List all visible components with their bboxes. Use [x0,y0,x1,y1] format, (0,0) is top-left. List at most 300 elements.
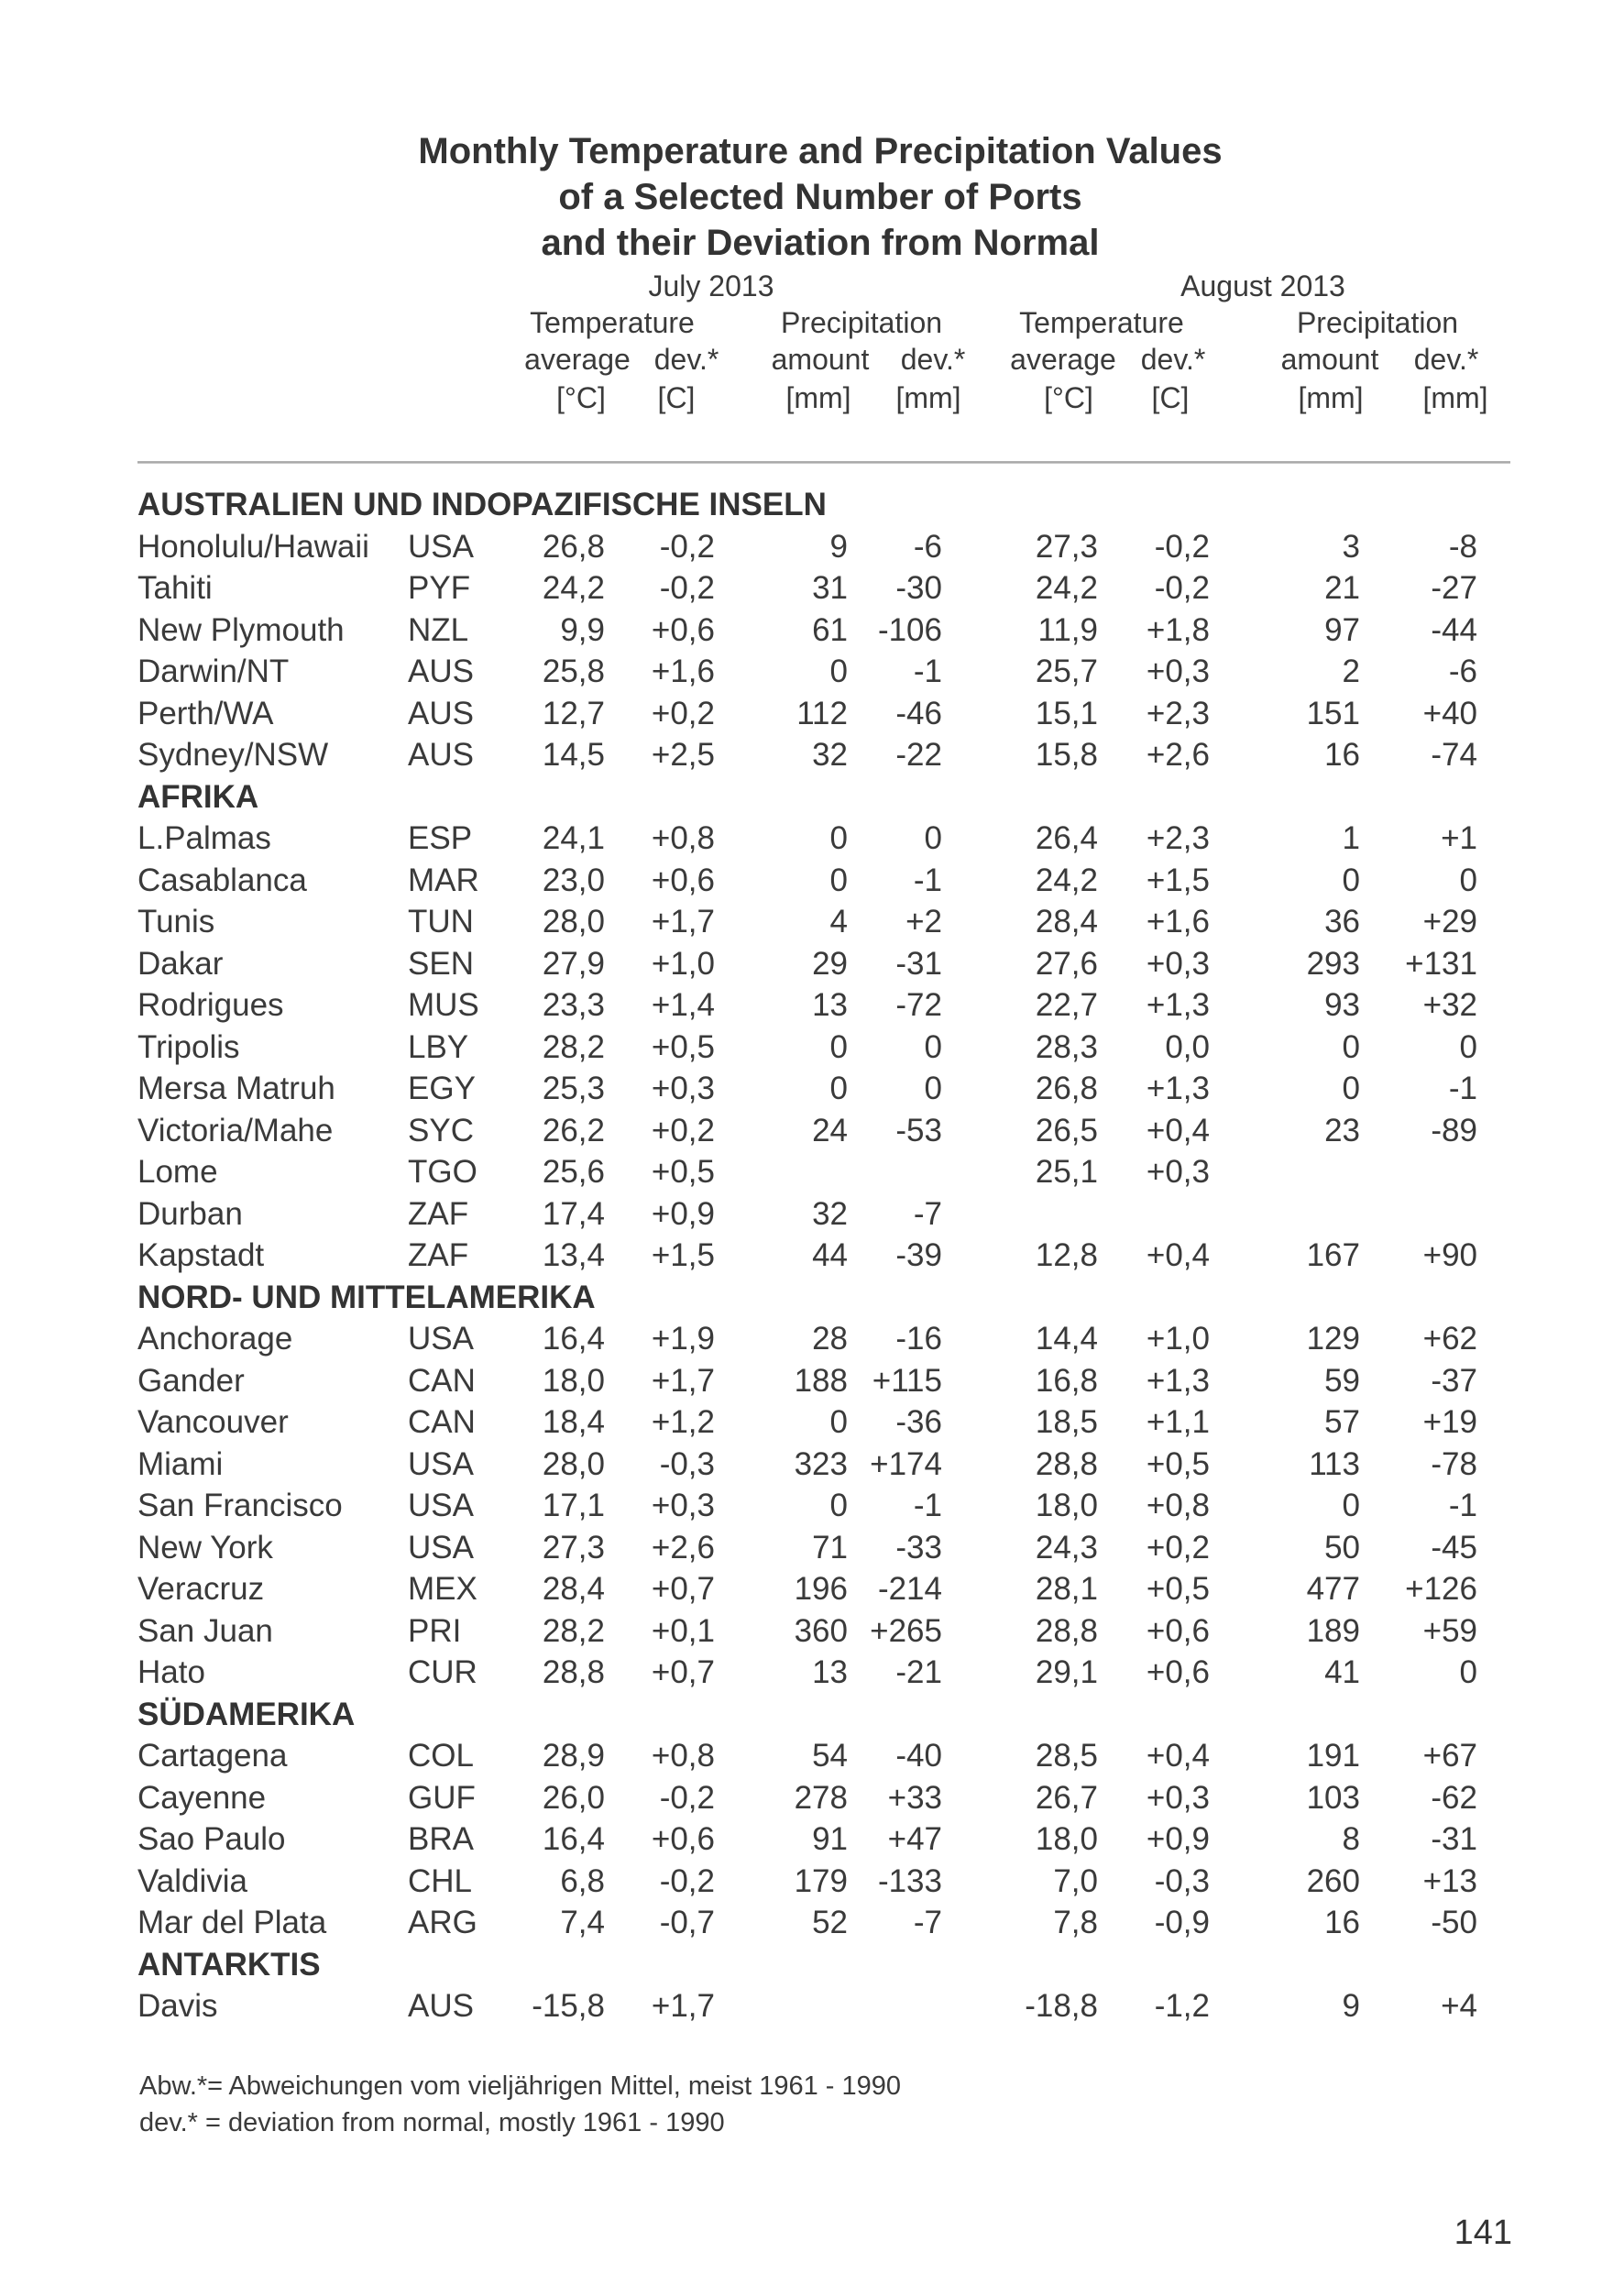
temp-dev-july: -0,2 [659,570,715,606]
temp-avg-august: 28,8 [1035,1612,1098,1649]
precip-amount-july: 0 [829,820,848,856]
section-heading: ANTARKTIS [137,1946,321,1983]
precip-amount-august: 0 [1342,862,1360,898]
precip-dev-july: -46 [895,695,942,731]
country-code: USA [408,1445,474,1482]
header-unit-dev-c-august: [C] [1151,381,1190,414]
temp-dev-august: +2,3 [1146,820,1210,856]
port-name: Cayenne [137,1779,267,1816]
precip-amount-august: 93 [1324,987,1360,1023]
temp-avg-july: 23,3 [542,987,605,1023]
precip-amount-july: 360 [794,1612,848,1649]
precip-dev-august: +1 [1441,820,1477,856]
section-heading: NORD- UND MITTELAMERIKA [137,1279,596,1315]
precip-dev-august: -6 [1448,654,1477,689]
table-row [0,610,1624,652]
precip-dev-july: +115 [872,1362,942,1399]
temp-dev-august: +0,3 [1146,654,1210,689]
temp-avg-august: 27,3 [1035,528,1098,565]
country-code: ZAF [408,1237,469,1273]
temp-avg-august: 28,5 [1035,1738,1098,1774]
temp-avg-july: 27,3 [542,1529,605,1565]
port-name: Mar del Plata [137,1905,327,1940]
table-row [0,567,1624,610]
country-code: MUS [408,987,479,1023]
temp-avg-july: 18,4 [542,1404,605,1440]
temp-dev-july: +0,5 [651,1154,715,1190]
precip-amount-july: 0 [829,862,848,898]
temp-avg-august: 15,8 [1035,737,1098,773]
port-name: Hato [137,1654,205,1690]
header-divider [137,461,1510,464]
temp-dev-july: +0,6 [651,611,715,648]
header-unit-c-july: [°C] [556,381,606,414]
page-number: 141 [1454,2214,1512,2252]
country-code: CAN [408,1362,476,1399]
precip-dev-august: 0 [1459,862,1477,898]
precip-amount-august: 191 [1306,1738,1360,1774]
temp-avg-july: 13,4 [542,1237,605,1273]
precip-dev-july: -31 [895,945,942,982]
precip-dev-july: -1 [913,862,942,898]
temp-dev-august: -0,2 [1154,528,1210,565]
temp-dev-july: +1,7 [651,904,715,939]
port-name: Anchorage [137,1321,293,1357]
header-unit-dev-mm-august: [mm] [1422,381,1488,414]
precip-amount-july: 61 [812,611,848,648]
header-precipitation-july: Precipitation [780,306,943,339]
temp-dev-august: +0,3 [1146,1154,1210,1190]
precip-amount-july: 44 [812,1237,848,1273]
temp-avg-august: 25,7 [1035,654,1098,689]
temp-dev-july: +1,9 [651,1321,715,1357]
country-code: USA [408,528,474,565]
port-name: Veracruz [137,1571,265,1607]
table-row [0,1568,1624,1610]
temp-avg-august: 28,1 [1035,1571,1098,1607]
country-code: MEX [408,1571,477,1607]
precip-dev-august: -45 [1431,1529,1477,1565]
precip-amount-august: 293 [1306,945,1360,982]
temp-dev-july: +1,4 [651,987,715,1023]
precip-dev-august: -44 [1431,611,1477,648]
temp-dev-august: +1,6 [1146,904,1210,939]
precip-dev-august: -27 [1431,570,1477,606]
temp-dev-july: +0,9 [651,1195,715,1232]
precip-amount-august: 167 [1306,1237,1360,1273]
precip-dev-july: -39 [895,1237,942,1273]
temp-avg-july: 7,4 [560,1905,605,1940]
temp-avg-july: 16,4 [542,1821,605,1857]
precip-amount-august: 57 [1324,1404,1360,1440]
port-name: Durban [137,1195,243,1232]
country-code: AUS [408,737,474,773]
precip-amount-july: 196 [794,1571,848,1607]
country-code: USA [408,1321,474,1357]
section-heading: AFRIKA [137,778,259,815]
precip-dev-july: +265 [870,1612,942,1649]
precip-dev-august: +59 [1422,1612,1477,1649]
port-name: L.Palmas [137,820,271,856]
temp-dev-july: +0,1 [651,1612,715,1649]
precip-amount-july: 9 [829,528,848,565]
precip-amount-august: 2 [1342,654,1360,689]
country-code: TGO [408,1154,477,1190]
temp-avg-august: 28,8 [1035,1445,1098,1482]
table-row [0,1110,1624,1152]
precip-dev-july: -53 [895,1112,942,1148]
precip-amount-july: 0 [829,654,848,689]
precip-amount-august: 477 [1306,1571,1360,1607]
table-row [0,1861,1624,1903]
header-dev-temp-july: dev.* [653,343,719,376]
temp-avg-august: 26,8 [1035,1071,1098,1106]
port-name: Victoria/Mahe [137,1112,334,1148]
table-row [0,1735,1624,1777]
page-title [0,128,1624,266]
temp-avg-august: 15,1 [1035,695,1098,731]
precip-amount-august: 189 [1306,1612,1360,1649]
header-amount-july: amount [771,343,870,376]
precip-amount-july: 24 [812,1112,848,1148]
precip-dev-july: +174 [870,1445,942,1482]
temp-dev-august: +1,3 [1146,987,1210,1023]
country-code: SYC [408,1112,474,1148]
temp-avg-august: 14,4 [1035,1321,1098,1357]
precip-amount-july: 112 [796,695,848,731]
precip-dev-august: 0 [1459,1654,1477,1690]
precip-amount-august: 97 [1324,611,1360,648]
precip-amount-august: 0 [1342,1488,1360,1523]
country-code: ARG [408,1905,477,1940]
country-code: SEN [408,945,474,982]
temp-dev-august: +0,5 [1146,1571,1210,1607]
precip-amount-july: 278 [794,1779,848,1816]
temp-avg-july: 25,6 [542,1154,605,1190]
precip-dev-july: -106 [877,611,942,648]
precip-dev-july: -133 [877,1862,942,1899]
section-heading: AUSTRALIEN UND INDOPAZIFISCHE INSELN [137,487,827,522]
header-temperature-august: Temperature [1019,306,1184,339]
precip-dev-august: +131 [1405,945,1477,982]
table-row [0,1527,1624,1569]
table-row [0,1360,1624,1402]
temp-dev-august: +0,4 [1146,1237,1210,1273]
port-name: New York [137,1529,273,1565]
port-name: Valdivia [137,1862,247,1899]
country-code: GUF [408,1779,476,1816]
temp-avg-july: 26,0 [542,1779,605,1816]
precip-dev-august: -1 [1448,1071,1477,1106]
precip-amount-august: 260 [1306,1862,1360,1899]
port-name: Mersa Matruh [137,1071,335,1106]
precip-amount-august: 0 [1342,1071,1360,1106]
temp-avg-july: 16,4 [542,1321,605,1357]
precip-amount-july: 179 [794,1862,848,1899]
table-row [0,1444,1624,1486]
country-code: AUS [408,654,474,689]
precip-dev-july: -22 [895,737,942,773]
temp-dev-august: 0,0 [1165,1028,1210,1065]
country-code: BRA [408,1821,474,1857]
temp-avg-july: 28,0 [542,1445,605,1482]
precip-dev-july: +2 [905,904,942,939]
header-unit-mm-july: [mm] [785,381,851,414]
precip-dev-july: -33 [895,1529,942,1565]
section-row [0,1944,1624,1986]
port-name: Kapstadt [137,1237,265,1273]
temp-avg-august: 22,7 [1035,987,1098,1023]
precip-amount-july: 323 [794,1445,848,1482]
temp-dev-august: +0,8 [1146,1488,1210,1523]
header-unit-dev-mm-july: [mm] [895,381,961,414]
precip-amount-august: 59 [1324,1362,1360,1399]
precip-dev-august: +67 [1422,1738,1477,1774]
precip-dev-august: -89 [1431,1112,1477,1148]
precip-dev-august: 0 [1459,1028,1477,1065]
precip-dev-august: +32 [1422,987,1477,1023]
country-code: ZAF [408,1195,469,1232]
precip-amount-july: 188 [794,1362,848,1399]
port-name: Gander [137,1362,245,1399]
section-row [0,776,1624,818]
temp-dev-august: +1,0 [1146,1321,1210,1357]
precip-amount-july: 71 [812,1529,848,1565]
precip-amount-july: 54 [812,1738,848,1774]
precip-amount-july: 4 [829,904,848,939]
header-temperature-july: Temperature [530,306,695,339]
temp-dev-july: +0,3 [651,1071,715,1106]
precip-amount-july: 32 [812,737,848,773]
precip-amount-august: 8 [1342,1821,1360,1857]
table-row [0,1193,1624,1236]
temp-dev-july: -0,2 [659,1779,715,1816]
port-name: Cartagena [137,1738,288,1774]
table-row [0,1235,1624,1277]
temp-avg-july: 17,4 [542,1195,605,1232]
precip-dev-july: -40 [895,1738,942,1774]
table-row [0,1652,1624,1694]
table-row [0,984,1624,1027]
country-code: ESP [408,820,473,856]
port-name: Casablanca [137,862,307,898]
precip-amount-july: 91 [812,1821,848,1857]
header-average-july: average [524,343,631,376]
temp-avg-july: 28,2 [542,1612,605,1649]
precip-dev-august: -37 [1431,1362,1477,1399]
temp-dev-august: -0,2 [1154,570,1210,606]
port-name: Lome [137,1154,218,1190]
precip-amount-august: 16 [1324,1905,1360,1940]
country-code: CUR [408,1654,477,1690]
temp-avg-august: 24,3 [1035,1529,1098,1565]
precip-dev-july: -1 [913,654,942,689]
country-code: PRI [408,1612,462,1649]
precip-dev-july: -7 [913,1905,942,1940]
precip-amount-july: 0 [829,1404,848,1440]
port-name: San Francisco [137,1488,343,1523]
port-name: Darwin/NT [137,654,290,689]
temp-avg-july: 6,8 [560,1862,605,1899]
precip-dev-july: -7 [913,1195,942,1232]
port-name: Honolulu/Hawaii [137,528,369,565]
temp-avg-july: 23,0 [542,862,605,898]
temp-avg-july: 9,9 [560,611,605,648]
temp-avg-july: 28,2 [542,1028,605,1065]
temp-avg-july: 14,5 [542,737,605,773]
title-line-1: Monthly Temperature and Precipitation Values [418,131,1223,171]
precip-amount-july: 29 [812,945,848,982]
temp-avg-august: 7,8 [1053,1905,1098,1940]
temp-dev-july: +0,3 [651,1488,715,1523]
temp-avg-august: -18,8 [1025,1988,1098,2024]
country-code: TUN [408,904,474,939]
precip-amount-august: 103 [1306,1779,1360,1816]
precip-amount-august: 9 [1342,1988,1360,2024]
header-unit-mm-august: [mm] [1298,381,1364,414]
header-average-august: average [1010,343,1116,376]
precip-amount-july: 0 [829,1488,848,1523]
port-name: Dakar [137,945,224,982]
section-row [0,1694,1624,1736]
temp-dev-august: +1,8 [1146,611,1210,648]
table-row [0,1068,1624,1110]
section-row [0,484,1624,526]
precip-dev-july: -36 [895,1404,942,1440]
precip-amount-july: 31 [812,570,848,606]
table-row [0,901,1624,943]
temp-avg-july: 26,8 [542,528,605,565]
precip-dev-august: +19 [1422,1404,1477,1440]
table-row [0,943,1624,985]
port-name: Rodrigues [137,987,284,1023]
temp-avg-july: -15,8 [532,1988,605,2024]
precip-dev-august: +13 [1422,1862,1477,1899]
country-code: NZL [408,611,469,648]
temp-dev-july: +1,7 [651,1988,715,2024]
temp-dev-july: +0,2 [651,695,715,731]
temp-dev-august: -1,2 [1154,1988,1210,2024]
temp-avg-july: 28,8 [542,1654,605,1690]
temp-avg-august: 28,4 [1035,904,1098,939]
table-row [0,1318,1624,1360]
temp-avg-august: 11,9 [1037,611,1098,648]
precip-dev-july: +33 [887,1779,942,1816]
precip-dev-july: +47 [887,1821,942,1857]
temp-dev-august: +0,3 [1146,945,1210,982]
header-month-august: August 2013 [1180,269,1345,302]
header-unit-c-august: [°C] [1044,381,1093,414]
precip-dev-august: -8 [1448,528,1477,565]
section-row [0,1277,1624,1319]
table-row [0,1985,1624,2027]
temp-avg-august: 18,0 [1035,1821,1098,1857]
table-row [0,1027,1624,1069]
country-code: LBY [408,1028,469,1065]
temp-avg-july: 28,0 [542,904,605,939]
precip-dev-august: -78 [1431,1445,1477,1482]
precip-amount-july: 52 [812,1905,848,1940]
header-dev-prec-august: dev.* [1413,343,1479,376]
precip-dev-august: +62 [1422,1321,1477,1357]
precip-dev-july: -72 [895,987,942,1023]
precip-amount-july: 0 [829,1028,848,1065]
precip-amount-august: 21 [1324,570,1360,606]
precip-amount-august: 3 [1342,528,1360,565]
temp-avg-august: 7,0 [1053,1862,1098,1899]
port-name: Tunis [137,904,215,939]
temp-dev-july: +0,6 [651,1821,715,1857]
temp-dev-july: +1,7 [651,1362,715,1399]
country-code: AUS [408,695,474,731]
port-name: Perth/WA [137,695,274,731]
temp-dev-july: -0,3 [659,1445,715,1482]
precip-amount-july: 32 [812,1195,848,1232]
temp-dev-july: +0,8 [651,1738,715,1774]
temp-avg-august: 27,6 [1035,945,1098,982]
header-amount-august: amount [1280,343,1379,376]
temp-dev-august: +0,2 [1146,1529,1210,1565]
temp-avg-august: 24,2 [1035,570,1098,606]
temp-avg-august: 12,8 [1035,1237,1098,1273]
port-name: Miami [137,1445,224,1482]
temp-dev-july: -0,2 [659,528,715,565]
precip-dev-july: -21 [895,1654,942,1690]
country-code: CAN [408,1404,476,1440]
temp-avg-july: 25,8 [542,654,605,689]
table-row [0,1151,1624,1193]
temp-dev-august: +0,4 [1146,1112,1210,1148]
temp-dev-july: +1,2 [651,1404,715,1440]
temp-dev-august: +1,3 [1146,1362,1210,1399]
temp-dev-august: +0,5 [1146,1445,1210,1482]
temp-dev-august: +2,6 [1146,737,1210,773]
temp-dev-july: +0,7 [651,1654,715,1690]
precip-amount-july: 13 [812,1654,848,1690]
table-row [0,651,1624,693]
precip-dev-august: +40 [1422,695,1477,731]
temp-dev-july: +0,6 [651,862,715,898]
temp-dev-july: +1,5 [651,1237,715,1273]
table-row [0,1610,1624,1653]
port-name: New Plymouth [137,611,345,648]
data-table [0,484,1624,2027]
table-row [0,734,1624,776]
precip-amount-august: 113 [1309,1445,1360,1482]
precip-dev-july: 0 [924,1028,942,1065]
precip-dev-august: -1 [1448,1488,1477,1523]
precip-amount-july: 13 [812,987,848,1023]
precip-amount-august: 36 [1324,904,1360,939]
precip-dev-august: +4 [1441,1988,1477,2024]
temp-avg-july: 27,9 [542,945,605,982]
country-code: EGY [408,1071,476,1106]
precip-amount-august: 129 [1306,1321,1360,1357]
temp-avg-august: 26,5 [1035,1112,1098,1148]
port-name: Tripolis [137,1028,240,1065]
temp-avg-august: 25,1 [1035,1154,1098,1190]
port-name: San Juan [137,1612,273,1649]
temp-avg-august: 16,8 [1035,1362,1098,1399]
table-row [0,818,1624,860]
header-precipitation-august: Precipitation [1296,306,1459,339]
precip-dev-august: +126 [1405,1571,1477,1607]
table-row [0,693,1624,735]
temp-dev-july: +2,5 [651,737,715,773]
precip-amount-august: 23 [1324,1112,1360,1148]
precip-dev-july: -214 [877,1571,942,1607]
section-heading: SÜDAMERIKA [137,1696,356,1732]
